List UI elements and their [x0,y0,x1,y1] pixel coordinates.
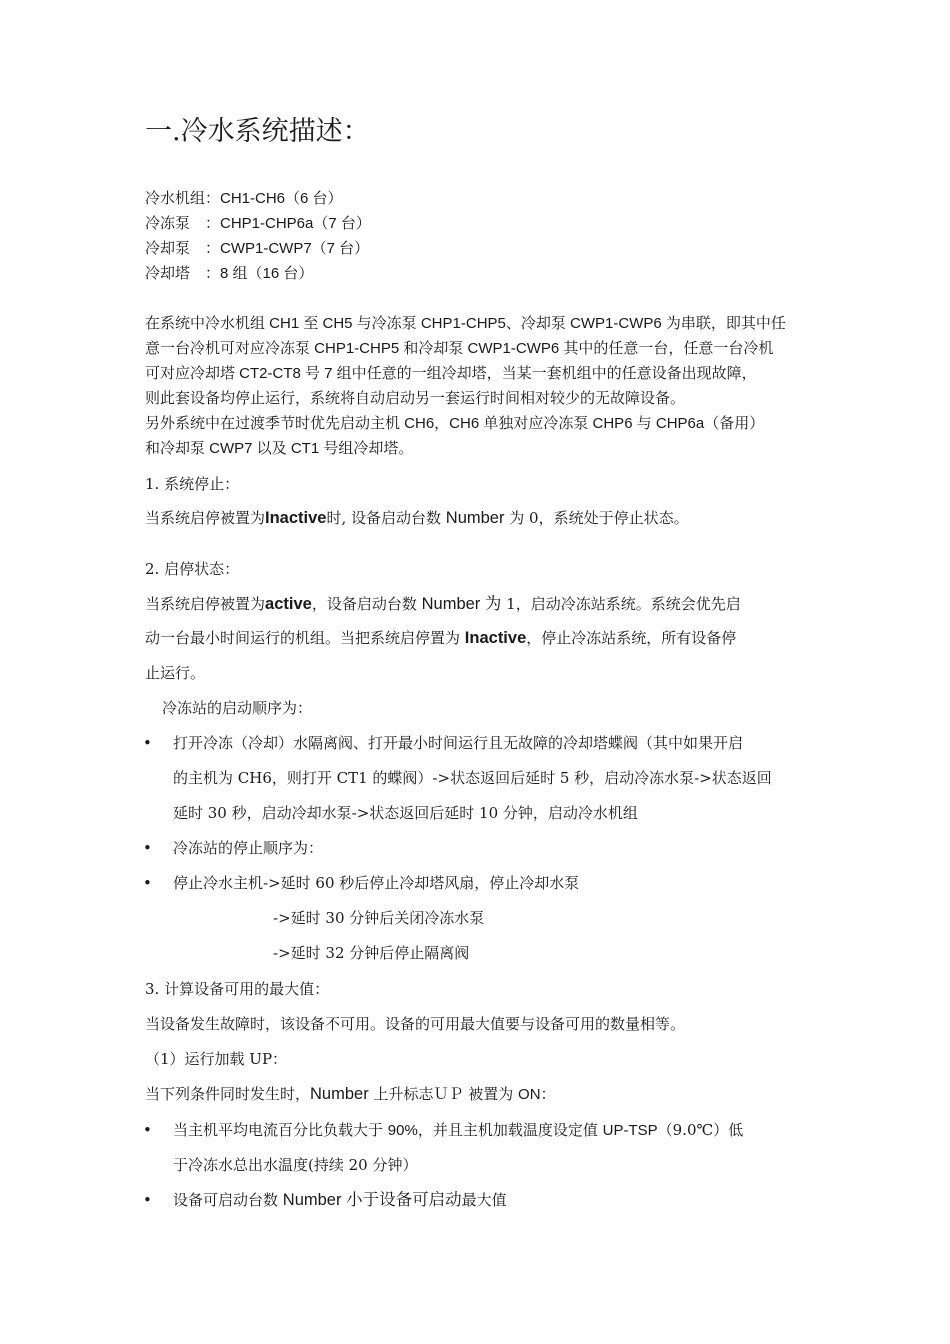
section-2-line-2: 动一台最小时间运行的机组。当把系统启停置为 Inactive，停止冷冻站系统，所有设备停 [145,629,737,647]
section-2-line-3: 止运行。 [145,664,206,682]
page-title: 一.冷水系统描述： [145,116,370,147]
section-3-text: 当设备发生故障时，该设备不可用。设备的可用最大值要与设备可用的数量相等。 [145,1015,686,1033]
condition-2-line: 设备可启动台数 Number 小于设备可启动最大值 [173,1191,507,1209]
paragraph-line: 另外系统中在过渡季节时优先启动主机 CH6，CH6 单独对应冷冻泵 CHP6 与 CHP6a（备用） [145,415,765,432]
bullet-icon: • [143,734,152,752]
startup-step-line-3: 延时 30 秒，启动冷却水泵->状态返回后延时 10 分钟，启动冷水机组 [173,804,638,822]
bullet-icon: • [143,839,152,857]
bullet-icon: • [143,874,152,892]
section-2-line-1: 当系统启停被置为active，设备启动台数 Number 为 1，启动冷冻站系统。系统会优先启 [145,595,741,613]
startup-order-title: 冷冻站的启动顺序为： [162,699,313,717]
section-2-heading: 2. 启停状态： [145,560,240,578]
equipment-line-chw-pumps: 冷冻泵 ：CHP1-CHP6a（7 台） [145,215,371,232]
bullet-icon: • [143,1191,152,1209]
equipment-line-towers: 冷却塔 ：8 组（16 台） [145,265,314,282]
section-1-heading: 1. 系统停止： [145,475,240,493]
section-3-heading: 3. 计算设备可用的最大值： [145,980,330,998]
condition-1-line-2: 于冷冻水总出水温度(持续 20 分钟） [173,1156,418,1174]
equipment-line-cw-pumps: 冷却泵 ：CWP1-CWP7（7 台） [145,240,370,257]
load-up-subheading: （1）运行加载 UP： [145,1050,288,1068]
stop-step-line-2: ->延时 30 分钟后关闭冷冻水泵 [273,909,485,927]
paragraph-line: 和冷却泵 CWP7 以及 CT1 号组冷却塔。 [145,440,414,457]
section-1-text: 当系统启停被置为Inactive时, 设备启动台数 Number 为 0，系统处于停止状态。 [145,509,689,527]
paragraph-line: 在系统中冷水机组 CH1 至 CH5 与冷冻泵 CHP1-CHP5、冷却泵 CWP1-CWP6 为串联，即其中任 [145,315,786,332]
paragraph-line: 可对应冷却塔 CT2-CT8 号 7 组中任意的一组冷却塔，当某一套机组中的任意设备出现故障， [145,365,757,382]
condition-1-line-1: 当主机平均电流百分比负载大于 90%，并且主机加载温度设定值 UP-TSP（9.0℃）低 [173,1121,744,1139]
paragraph-line: 意一台冷机可对应冷冻泵 CHP1-CHP5 和冷却泵 CWP1-CWP6 其中的任意一台，任意一台冷机 [145,340,774,357]
load-up-condition: 当下列条件同时发生时，Number 上升标志ＵＰ 被置为 ON： [145,1085,556,1103]
startup-step-line-1: 打开冷冻（冷却）水隔离阀、打开最小时间运行且无故障的冷却塔蝶阀（其中如果开启 [173,734,744,752]
stop-step-line-1: 停止冷水主机->延时 60 秒后停止冷却塔风扇，停止冷却水泵 [173,874,580,892]
equipment-line-chillers: 冷水机组：CH1-CH6（6 台） [145,190,343,207]
paragraph-line: 则此套设备均停止运行，系统将自动启动另一套运行时间相对较少的无故障设备。 [145,390,686,407]
bullet-icon: • [143,1121,152,1139]
stop-step-line-3: ->延时 32 分钟后停止隔离阀 [273,944,470,962]
stop-order-title: 冷冻站的停止顺序为： [173,839,324,857]
startup-step-line-2: 的主机为 CH6，则打开 CT1 的蝶阀）->状态返回后延时 5 秒，启动冷冻水泵->状态返回 [173,769,772,787]
